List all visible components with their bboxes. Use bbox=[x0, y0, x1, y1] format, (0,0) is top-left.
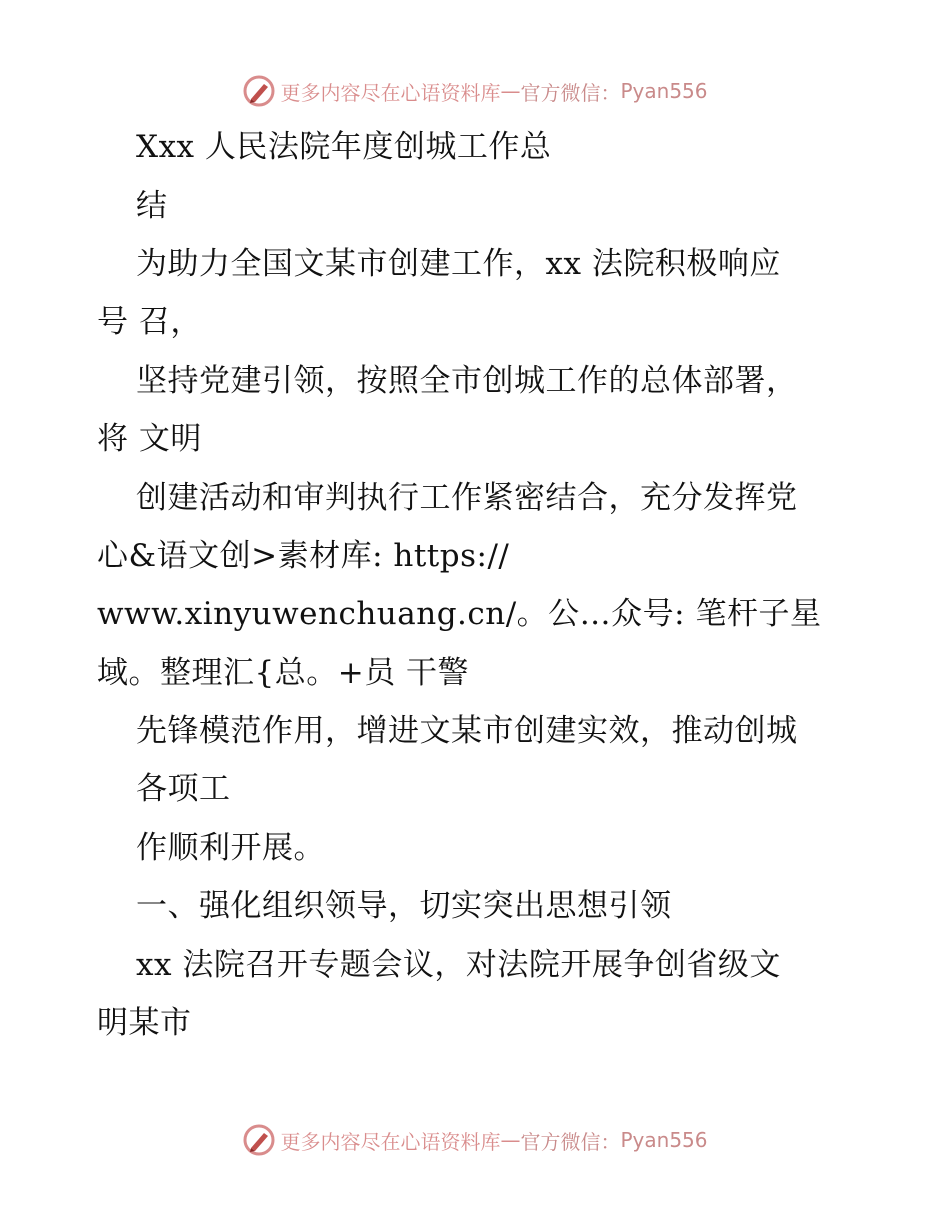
doc-line: 作顺利开展。 bbox=[136, 830, 325, 866]
banner-official-label: 官方微信： bbox=[520, 1129, 621, 1154]
banner-brand: 更多内容尽在心语资料库 bbox=[280, 1129, 501, 1154]
banner-brand: 更多内容尽在心语资料库 bbox=[280, 80, 501, 105]
banner-official-label: 官方微信： bbox=[520, 80, 621, 105]
doc-line: 心&语文创>素材库: https:// bbox=[97, 538, 510, 574]
doc-line: 域。整理汇{总。+员 干警 bbox=[97, 655, 470, 691]
header-watermark bbox=[0, 71, 950, 111]
pen-circle-logo-icon bbox=[242, 74, 276, 108]
banner-dash: — bbox=[500, 79, 521, 103]
banner-wechat-id: Pyan556 bbox=[620, 79, 708, 103]
doc-line: xx 法院召开专题会议，对法院开展争创省级文 bbox=[136, 947, 781, 983]
doc-line: 将 文明 bbox=[97, 421, 202, 457]
banner-dash: — bbox=[500, 1128, 521, 1152]
doc-line: 创建活动和审判执行工作紧密结合，充分发挥党 bbox=[136, 480, 798, 516]
doc-title-line-2: 结 bbox=[136, 188, 168, 224]
doc-line: 先锋模范作用，增进文某市创建实效，推动创城 bbox=[136, 713, 798, 749]
doc-line: 各项工 bbox=[136, 771, 231, 807]
footer-watermark bbox=[0, 1120, 950, 1160]
doc-line: 明某市 bbox=[97, 1005, 192, 1041]
pen-circle-logo-icon bbox=[242, 1123, 276, 1157]
doc-line: 坚持党建引领，按照全市创城工作的总体部署， bbox=[136, 363, 798, 399]
doc-section-heading: 一、强化组织领导，切实突出思想引领 bbox=[136, 888, 672, 924]
banner-wechat-id: Pyan556 bbox=[620, 1128, 708, 1152]
doc-line: 为助力全国文某市创建工作，xx 法院积极响应 bbox=[136, 246, 781, 282]
doc-line: 号 召， bbox=[97, 304, 202, 340]
doc-title-line-1: Xxx 人民法院年度创城工作总 bbox=[136, 129, 552, 165]
doc-line: www.xinyuwenchuang.cn/。公…众号: 笔杆子星 bbox=[97, 596, 822, 632]
